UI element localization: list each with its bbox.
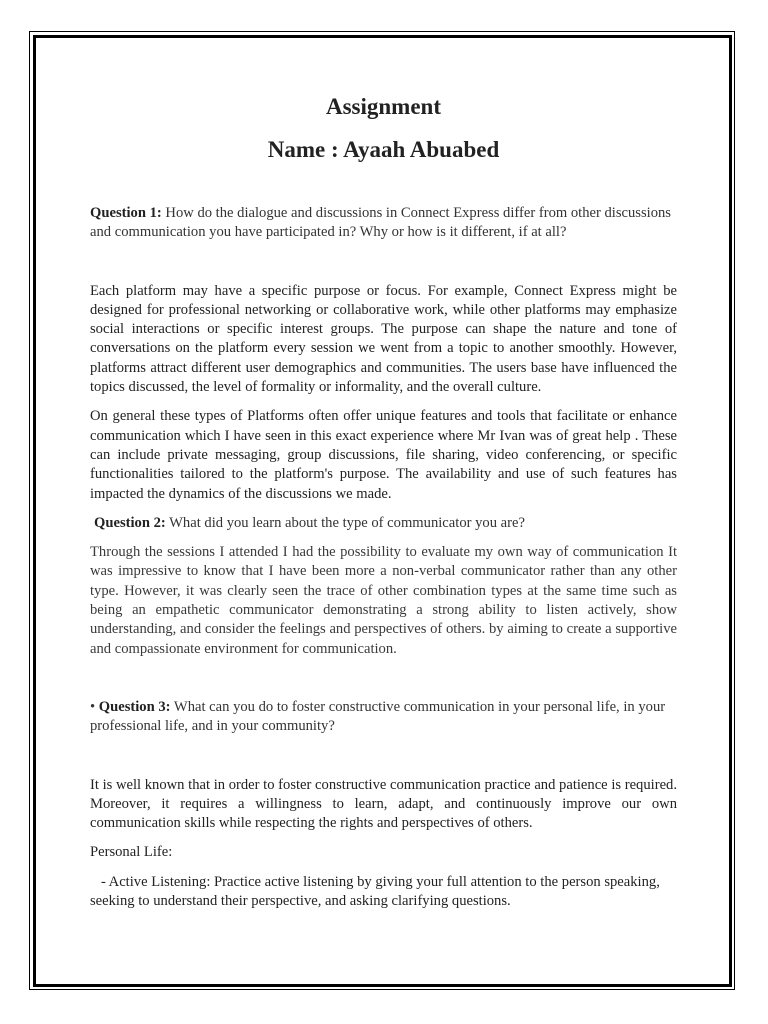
document-title: Assignment	[325, 94, 441, 119]
question-1-text: How do the dialogue and discussions in Connect Express differ from other discussions and communication you have participated in? Why or how is it different, if at all?	[90, 205, 671, 241]
personal-life-heading: Personal Life:	[90, 844, 173, 861]
question-3-bullet: •	[90, 698, 99, 715]
question-2-label: Question 2:	[94, 514, 166, 531]
question-2-text: What did you learn about the type of communicator you are?	[165, 514, 525, 531]
question-2	[90, 514, 677, 533]
document-body	[90, 92, 677, 911]
answer-2-paragraph: Through the sessions I attended I had the possibility to evaluate my own way of communication It was impressive to know that I have been more a non-verbal communicator rather than any other type. However, it was clearly seen the trace of other combination types at the same time such as being an empathetic communicator demonstrating a strong ability to listen actively, show understanding, and consider the feelings and perspectives of others. by aiming to create a supportive and compassionate environment for communication.	[90, 544, 677, 657]
active-listening-item: - Active Listening: Practice active listening by giving your full attention to the person speaking, seeking to understand their perspective, and asking clarifying questions.	[90, 873, 664, 910]
question-3	[90, 698, 677, 737]
answer-1-paragraph-1: Each platform may have a specific purpose or focus. For example, Connect Express might be designed for professional networking or collaborative work, while other platforms may emphasize social interactions or specific interest groups. The purpose can shape the nature and tone of conversations on the platform every session we went from a topic to another smoothly. However, platforms attract different user demographics and communities. The users base have influenced the topics discussed, the level of formality or informality, and the overall culture.	[90, 282, 677, 396]
question-1-label: Question 1:	[90, 205, 162, 221]
answer-3-paragraph: It is well known that in order to foster constructive communication practice and patience is required. Moreover, it requires a willingness to learn, adapt, and continuously improve our own communication skills while respecting the rights and perspectives of others.	[90, 776, 677, 832]
answer-1-paragraph-2: On general these types of Platforms often offer unique features and tools that facilitate or enhance communication which I have seen in this exact experience where Mr Ivan was of great help . These can include private messaging, group discussions, file sharing, video conferencing, or specific functionalities tailored to the platform's purpose. The availability and use of such features has impacted the dynamics of the discussions we made.	[90, 408, 677, 502]
question-3-text: What can you do to foster constructive communication in your personal life, in your professional life, and in your community?	[90, 698, 666, 735]
question-1	[90, 204, 677, 243]
author-name: Name : Ayaah Abuabed	[267, 137, 500, 162]
question-3-label: Question 3:	[98, 698, 171, 715]
